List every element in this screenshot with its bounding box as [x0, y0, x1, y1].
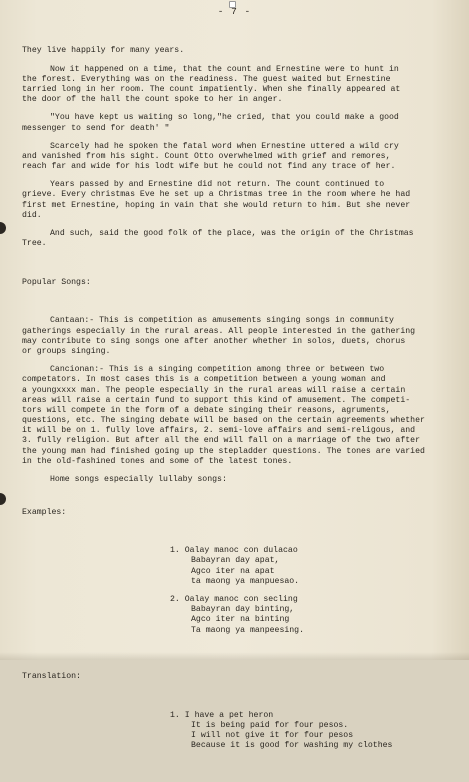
paragraph — [22, 46, 452, 56]
text-line: and vanished from his sight. Count Otto overwhelmed with grief and remores, — [22, 151, 391, 161]
translation-heading: Translation: — [22, 672, 81, 682]
paragraph — [22, 475, 452, 485]
text-line: did. — [22, 210, 42, 220]
text-line: Cantaan:- This is competition as amusements singing songs in community — [50, 316, 394, 326]
popular-songs-heading: Popular Songs: — [22, 277, 91, 287]
text-line: "You have kept us waiting so long,"he cried, that you could make a good — [50, 113, 399, 123]
text-line: it will be on 1. fully love affairs, 2. semi-love affairs and semi-religous, and — [22, 426, 416, 436]
text-line: competators. In most cases this is a competition between a young woman and — [22, 375, 386, 385]
paragraph — [22, 229, 452, 249]
verse-line: 1. I have a pet heron — [170, 710, 274, 720]
punch-hole-top — [0, 222, 6, 234]
verse-line: Agco iter na binting — [191, 615, 290, 625]
examples-heading: Examples: — [22, 507, 67, 517]
text-line: And such, said the good folk of the place, was the origin of the Christmas — [50, 229, 414, 239]
text-line: questions, etc. The singing debate will be based on the certain agreements whether — [22, 416, 425, 426]
text-line: Tree. — [22, 239, 47, 249]
verse-line: 1. Oalay manoc con dulacao — [170, 546, 298, 556]
text-line: messenger to send for death' " — [22, 123, 170, 133]
text-line: the young man had finished going up the stepladder questions. The tones are varied — [22, 446, 425, 456]
text-line: Years passed by and Ernestine did not return. The count continued to — [50, 180, 385, 190]
verse-line: Because it is good for washing my clothes — [191, 741, 393, 751]
text-line: gatherings especially in the rural areas. All people interested in the gathering — [22, 326, 416, 336]
text-line: the forest. Everything was on the readiness. The guest waited but Ernestine — [22, 74, 391, 84]
song-verse — [170, 711, 452, 752]
verse-line: It is being paid for four pesos. — [191, 720, 349, 730]
text-line: first met Ernestine, hoping in vain that she would return to him. But she never — [22, 200, 411, 210]
text-line: a youngxxxx man. The people especially in the rural areas will raise a certain — [22, 385, 406, 395]
paragraph — [22, 65, 452, 106]
verse-line: 2. Oalay manoc con secling — [170, 595, 298, 604]
text-line: reach far and wide for his lodt wife but he could not find any trace of her. — [22, 162, 396, 172]
page-number: - 7 - — [217, 6, 252, 17]
text-line: the door of the hall the count spoke to her in anger. — [22, 95, 283, 105]
paragraph — [22, 316, 452, 357]
songs-section — [22, 316, 452, 485]
verse-line: Babayran day apat, — [191, 556, 280, 566]
paragraph — [22, 113, 452, 133]
text-line: tarried long in her room. The count impatiently. When she finally appeared at — [22, 84, 401, 94]
paragraph — [22, 365, 452, 467]
paragraph — [22, 180, 452, 221]
song-verse — [170, 595, 452, 636]
text-line: grieve. Every christmas Eve he set up a Christmas tree in the room where he had — [22, 190, 411, 200]
text-line: Now it happened on a time, that the count and Ernestine were to hunt in — [50, 64, 399, 74]
text-line: Scarcely had he spoken the fatal word when Ernestine uttered a wild cry — [50, 141, 399, 151]
paragraph — [22, 142, 452, 173]
story-section — [22, 46, 452, 249]
text-line: in the old-fashined tones and some of the latest tones. — [22, 456, 293, 466]
translation-list — [170, 711, 452, 752]
verse-line: ta maong ya manpuesao. — [191, 576, 300, 586]
text-line: 3. fully religion. But after all the end will fall on a marriage of the two after — [22, 436, 420, 446]
text-line: or groups singing. — [22, 346, 111, 356]
document-body — [22, 26, 452, 782]
verse-line: Agco iter na apat — [191, 566, 275, 576]
text-line: may contribute to sing songs one after another whether in solos, duets, chorus — [22, 336, 406, 346]
song-verse — [170, 546, 452, 587]
verse-line: Ta maong ya manpeesing. — [191, 625, 305, 635]
text-line: They live happily for many years. — [22, 46, 185, 56]
text-line: areas will raise a certain fund to support this kind of amusement. The competi- — [22, 395, 411, 405]
examples-list — [170, 546, 452, 636]
text-line: Home songs especially lullaby songs: — [50, 475, 227, 485]
page-bottom-shadow — [0, 652, 469, 660]
verse-line: I will not give it for four pesos — [191, 731, 354, 741]
verse-line: Babayran day binting, — [191, 605, 295, 615]
text-line: tors will compete in the form of a debate singing their reasons, agruments, — [22, 405, 391, 415]
text-line: Cancionan:- This is a singing competition among three or between two — [50, 365, 385, 375]
punch-hole-bottom — [0, 493, 6, 505]
